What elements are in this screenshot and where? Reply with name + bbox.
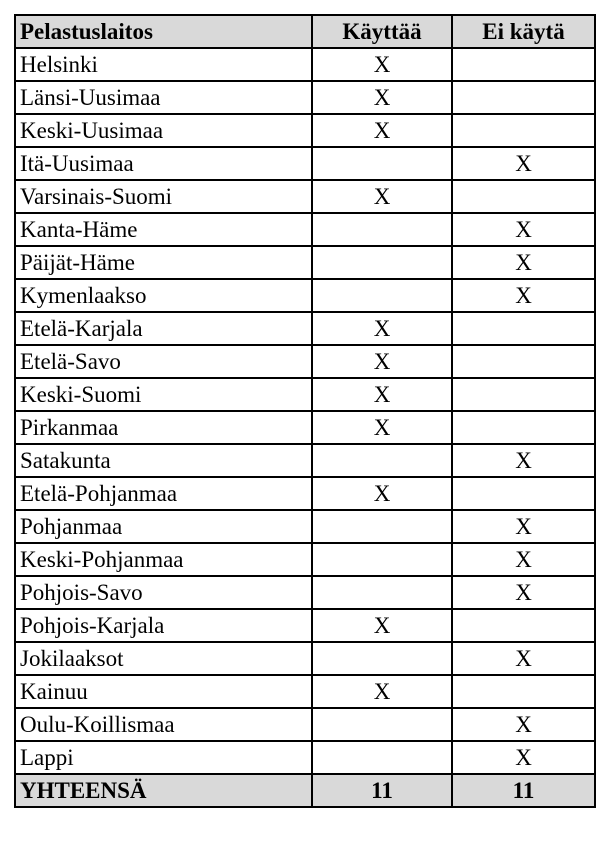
rescue-department-cell: Varsinais-Suomi (15, 180, 312, 213)
table-row (15, 477, 595, 510)
table-row (15, 312, 595, 345)
rescue-department-cell: Etelä-Savo (15, 345, 312, 378)
rescue-department-cell: Kanta-Häme (15, 213, 312, 246)
does-not-use-cell: X (452, 279, 595, 312)
does-not-use-cell (452, 345, 595, 378)
does-not-use-cell: X (452, 246, 595, 279)
uses-cell (312, 708, 452, 741)
does-not-use-cell: X (452, 213, 595, 246)
does-not-use-cell: X (452, 444, 595, 477)
uses-cell (312, 543, 452, 576)
rescue-department-cell: Itä-Uusimaa (15, 147, 312, 180)
uses-cell (312, 246, 452, 279)
total-label: YHTEENSÄ (15, 774, 312, 807)
rescue-department-cell: Pohjois-Savo (15, 576, 312, 609)
table-row (15, 444, 595, 477)
uses-cell (312, 213, 452, 246)
table-footer (15, 774, 595, 807)
does-not-use-cell (452, 378, 595, 411)
does-not-use-cell (452, 411, 595, 444)
does-not-use-cell: X (452, 510, 595, 543)
rescue-department-cell: Satakunta (15, 444, 312, 477)
table-row (15, 510, 595, 543)
table-row (15, 543, 595, 576)
does-not-use-cell: X (452, 576, 595, 609)
table-header (15, 15, 595, 48)
table-row (15, 81, 595, 114)
rescue-department-cell: Päijät-Häme (15, 246, 312, 279)
does-not-use-cell (452, 48, 595, 81)
does-not-use-cell (452, 180, 595, 213)
does-not-use-cell: X (452, 741, 595, 774)
rescue-department-cell: Pohjois-Karjala (15, 609, 312, 642)
table-row (15, 213, 595, 246)
table-row (15, 114, 595, 147)
uses-cell: X (312, 180, 452, 213)
uses-cell: X (312, 675, 452, 708)
uses-cell: X (312, 411, 452, 444)
total-uses: 11 (312, 774, 452, 807)
table-row (15, 246, 595, 279)
uses-cell (312, 279, 452, 312)
rescue-department-cell: Länsi-Uusimaa (15, 81, 312, 114)
uses-cell: X (312, 81, 452, 114)
does-not-use-cell: X (452, 708, 595, 741)
rescue-department-cell: Pohjanmaa (15, 510, 312, 543)
header-row (15, 15, 595, 48)
table-row (15, 378, 595, 411)
header-does-not-use: Ei käytä (452, 15, 595, 48)
table-row (15, 675, 595, 708)
table-row (15, 147, 595, 180)
table-row (15, 576, 595, 609)
does-not-use-cell: X (452, 147, 595, 180)
header-uses: Käyttää (312, 15, 452, 48)
does-not-use-cell (452, 114, 595, 147)
uses-cell: X (312, 609, 452, 642)
uses-cell: X (312, 48, 452, 81)
rescue-department-cell: Kainuu (15, 675, 312, 708)
header-rescue-department: Pelastuslaitos (15, 15, 312, 48)
table-row (15, 741, 595, 774)
rescue-department-cell: Keski-Uusimaa (15, 114, 312, 147)
uses-cell (312, 576, 452, 609)
uses-cell (312, 642, 452, 675)
rescue-department-cell: Kymenlaakso (15, 279, 312, 312)
does-not-use-cell (452, 609, 595, 642)
uses-cell: X (312, 378, 452, 411)
uses-cell (312, 741, 452, 774)
rescue-department-cell: Keski-Suomi (15, 378, 312, 411)
rescue-department-cell: Etelä-Pohjanmaa (15, 477, 312, 510)
does-not-use-cell (452, 477, 595, 510)
table-row (15, 279, 595, 312)
rescue-department-cell: Oulu-Koillismaa (15, 708, 312, 741)
table-row (15, 411, 595, 444)
total-row (15, 774, 595, 807)
table-row (15, 180, 595, 213)
does-not-use-cell (452, 81, 595, 114)
rescue-department-cell: Pirkanmaa (15, 411, 312, 444)
table-row (15, 345, 595, 378)
rescue-department-cell: Lappi (15, 741, 312, 774)
uses-cell (312, 147, 452, 180)
uses-cell (312, 444, 452, 477)
table-row (15, 48, 595, 81)
uses-cell (312, 510, 452, 543)
does-not-use-cell (452, 312, 595, 345)
rescue-department-cell: Jokilaaksot (15, 642, 312, 675)
does-not-use-cell (452, 675, 595, 708)
rescue-department-cell: Helsinki (15, 48, 312, 81)
table-body (15, 48, 595, 774)
uses-cell: X (312, 114, 452, 147)
does-not-use-cell: X (452, 642, 595, 675)
does-not-use-cell: X (452, 543, 595, 576)
rescue-department-cell: Etelä-Karjala (15, 312, 312, 345)
total-does-not-use: 11 (452, 774, 595, 807)
table-row (15, 642, 595, 675)
uses-cell: X (312, 477, 452, 510)
table-row (15, 708, 595, 741)
rescue-department-cell: Keski-Pohjanmaa (15, 543, 312, 576)
table-row (15, 609, 595, 642)
uses-cell: X (312, 345, 452, 378)
rescue-services-table (14, 14, 596, 808)
uses-cell: X (312, 312, 452, 345)
